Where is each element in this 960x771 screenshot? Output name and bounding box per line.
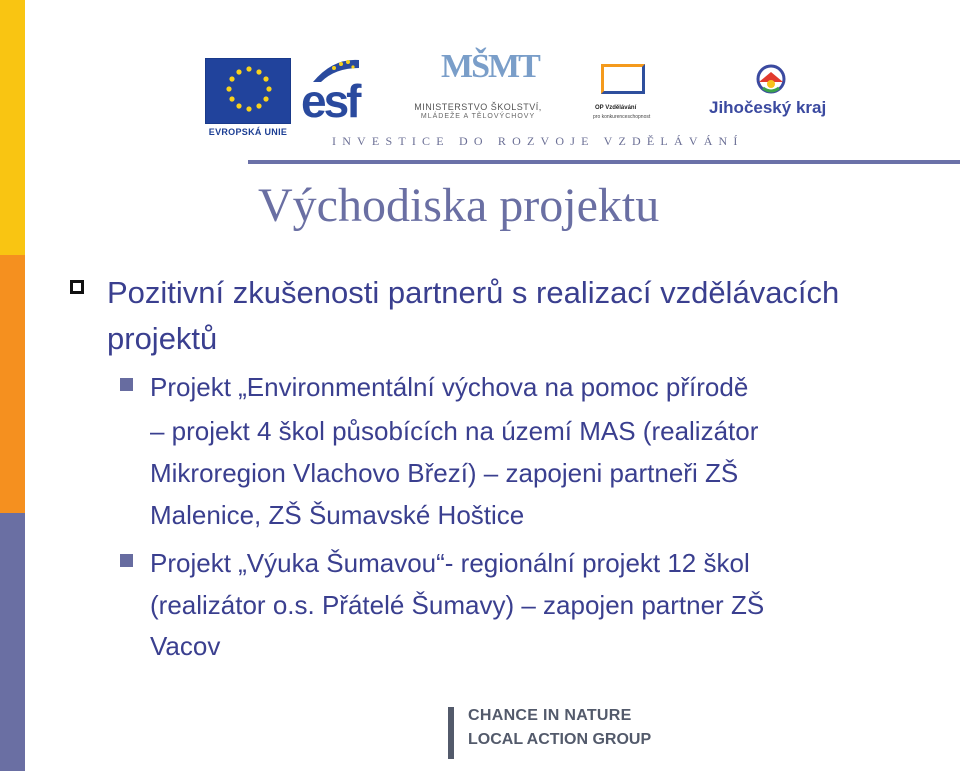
region-label: Jihočeský kraj (709, 98, 827, 117)
filled-square-bullet-icon (120, 554, 133, 567)
header-divider (248, 160, 960, 164)
slide-title: Východiska projektu (258, 179, 660, 232)
esf-logo (299, 56, 379, 126)
sub-bullet-2-line-2: (realizátor o.s. Přátelé Šumavy) – zapojen partner ZŠ (150, 590, 765, 620)
sub-bullet-1-line-4: Malenice, ZŠ Šumavské Hoštice (150, 500, 525, 530)
sub-bullet-1-line-2: – projekt 4 škol působících na území MAS (realizátor (150, 416, 759, 446)
canl-bar (448, 707, 454, 759)
logo-strip (205, 48, 845, 148)
eu-flag-logo (205, 58, 291, 137)
esf-label: esf (301, 75, 359, 127)
canl-line-2: LOCAL ACTION GROUP (468, 731, 652, 748)
sub-bullet-1-line-3: Mikroregion Vlachovo Březí) – zapojeni partneři ZŠ (150, 458, 739, 488)
msmt-mark: MŠMT (441, 48, 539, 85)
canl-line-1: CHANCE IN NATURE (468, 707, 632, 724)
op-frame-icon (601, 64, 645, 94)
side-bar-purple (0, 513, 25, 771)
sub-bullet-2-line-3: Vacov (150, 631, 221, 661)
msmt-caption-1: MINISTERSTVO ŠKOLSTVÍ, (414, 102, 542, 112)
op-caption-2: pro konkurenceschopnost (593, 114, 651, 120)
eu-caption: EVROPSKÁ UNIE (208, 127, 288, 137)
sub-bullet-2-line-1: Projekt „Výuka Šumavou“- regionální projekt 12 škol (150, 548, 750, 578)
tagline: INVESTICE DO ROZVOJE VZDĚLÁVÁNÍ (332, 134, 744, 148)
op-vk-logo (593, 60, 653, 126)
msmt-caption-2: MLÁDEŽE A TĚLOVÝCHOVY (420, 113, 536, 120)
eu-stars-icon (219, 65, 279, 113)
bullet-1-text: Pozitivní zkušenosti partnerů s realizací vzdělávacích projektů (107, 275, 840, 356)
filled-square-bullet-icon (120, 378, 133, 391)
msmt-logo (403, 50, 551, 128)
jihocesky-kraj-logo (709, 64, 839, 124)
hollow-square-bullet-icon (70, 280, 84, 294)
op-caption-1: OP Vzdělávání (595, 105, 637, 111)
side-bar-yellow (0, 0, 25, 255)
chance-in-nature-logo (448, 703, 652, 761)
region-emblem-icon (749, 64, 793, 94)
side-bar-orange (0, 255, 25, 513)
sub-bullet-1-line-1: Projekt „Environmentální výchova na pomoc přírodě (150, 372, 749, 402)
